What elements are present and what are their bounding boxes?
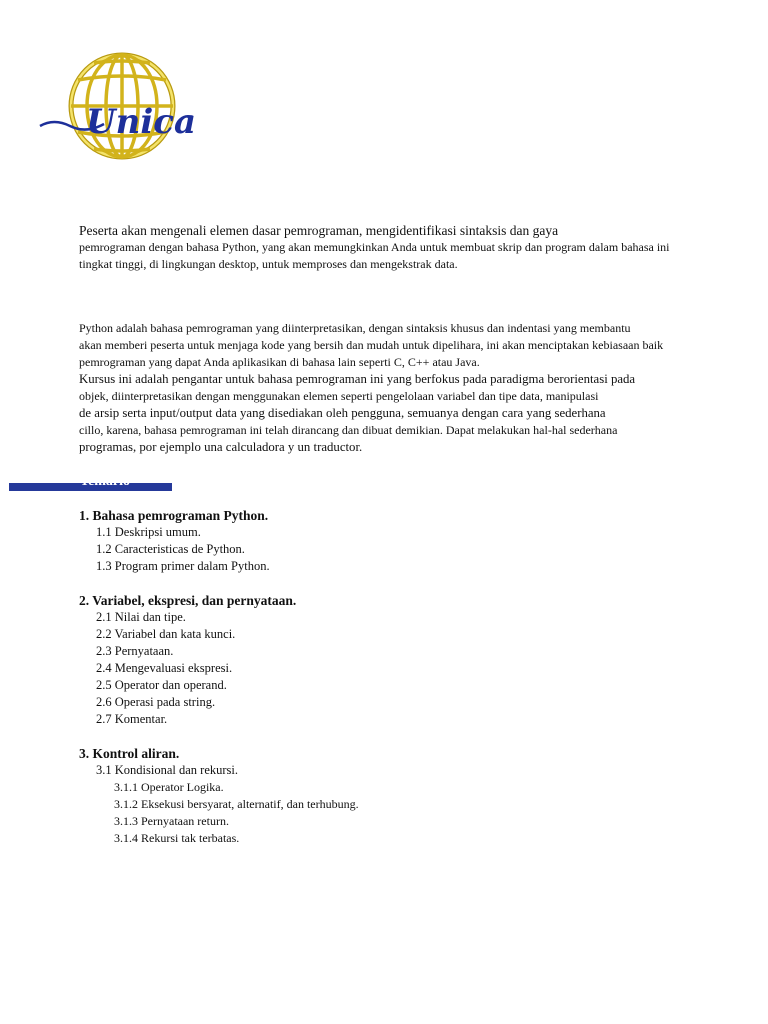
- subsection-item: 2.3 Pernyataan.: [96, 644, 174, 658]
- subsubsection-item: 3.1.1 Operator Logika.: [114, 780, 224, 794]
- logo-text: Unica: [86, 102, 197, 142]
- subsection-item: 1.3 Program primer dalam Python.: [96, 559, 270, 573]
- banner-label: Temario: [80, 474, 131, 489]
- description-line: pemrograman yang dapat Anda aplikasikan di bahasa lain seperti C, C++ atau Java.: [79, 355, 480, 369]
- description-paragraph: [79, 320, 719, 456]
- section-title: 2. Variabel, ekspresi, dan pernyataan.: [79, 593, 297, 608]
- description-line: akan memberi peserta untuk menjaga kode yang bersih dan mudah untuk dipelihara, ini akan menciptakan kebiasaan baik: [79, 338, 664, 352]
- subsection-item: 2.6 Operasi pada string.: [96, 695, 216, 709]
- subsection-item: 2.5 Operator dan operand.: [96, 678, 227, 692]
- subsection-item: 1.1 Deskripsi umum.: [96, 525, 201, 539]
- subsection-item: 1.2 Caracteristicas de Python.: [96, 542, 245, 556]
- subsection-item: 2.4 Mengevaluasi ekspresi.: [96, 661, 233, 675]
- section-banner: [9, 474, 172, 491]
- intro-paragraph: [79, 222, 719, 273]
- subsection-item: 2.2 Variabel dan kata kunci.: [96, 627, 236, 641]
- intro-line: tingkat tinggi, di lingkungan desktop, untuk memproses dan mengekstrak data.: [79, 257, 458, 271]
- subsection-item: 2.7 Komentar.: [96, 712, 168, 726]
- description-line: cillo, karena, bahasa pemrograman ini telah dirancang dan dibuat demikian. Dapat melakukan hal-hal sederhana: [79, 423, 618, 437]
- section-title: 3. Kontrol aliran.: [79, 746, 180, 761]
- subsubsection-item: 3.1.4 Rekursi tak terbatas.: [114, 831, 240, 845]
- description-line: objek, diinterpretasikan dengan menggunakan elemen seperti pengelolaan variabel dan tipe data, manipulasi: [79, 389, 599, 403]
- section-title: 1. Bahasa pemrograman Python.: [79, 508, 269, 523]
- description-line: Kursus ini adalah pengantar untuk bahasa pemrograman ini yang berfokus pada paradigma berorientasi pada: [79, 372, 636, 386]
- subsection-item: 2.1 Nilai dan tipe.: [96, 610, 186, 624]
- description-line: de arsip serta input/output data yang disediakan oleh pengguna, semuanya dengan cara yang sederhana: [79, 406, 606, 420]
- intro-line: pemrograman dengan bahasa Python, yang akan memungkinkan Anda untuk membuat skrip dan program dalam bahasa ini: [79, 240, 670, 254]
- intro-line: Peserta akan mengenali elemen dasar pemrograman, mengidentifikasi sintaksis dan gaya: [79, 223, 559, 238]
- description-line: programas, por ejemplo una calculadora y un traductor.: [79, 440, 363, 454]
- description-line: Python adalah bahasa pemrograman yang diinterpretasikan, dengan sintaksis khusus dan indentasi yang membantu: [79, 321, 631, 335]
- subsubsection-item: 3.1.2 Eksekusi bersyarat, alternatif, dan terhubung.: [114, 797, 359, 811]
- unica-globe-logo: [34, 50, 204, 170]
- subsubsection-item: 3.1.3 Pernyataan return.: [114, 814, 229, 828]
- subsection-item: 3.1 Kondisional dan rekursi.: [96, 763, 238, 777]
- table-of-contents: [79, 507, 719, 847]
